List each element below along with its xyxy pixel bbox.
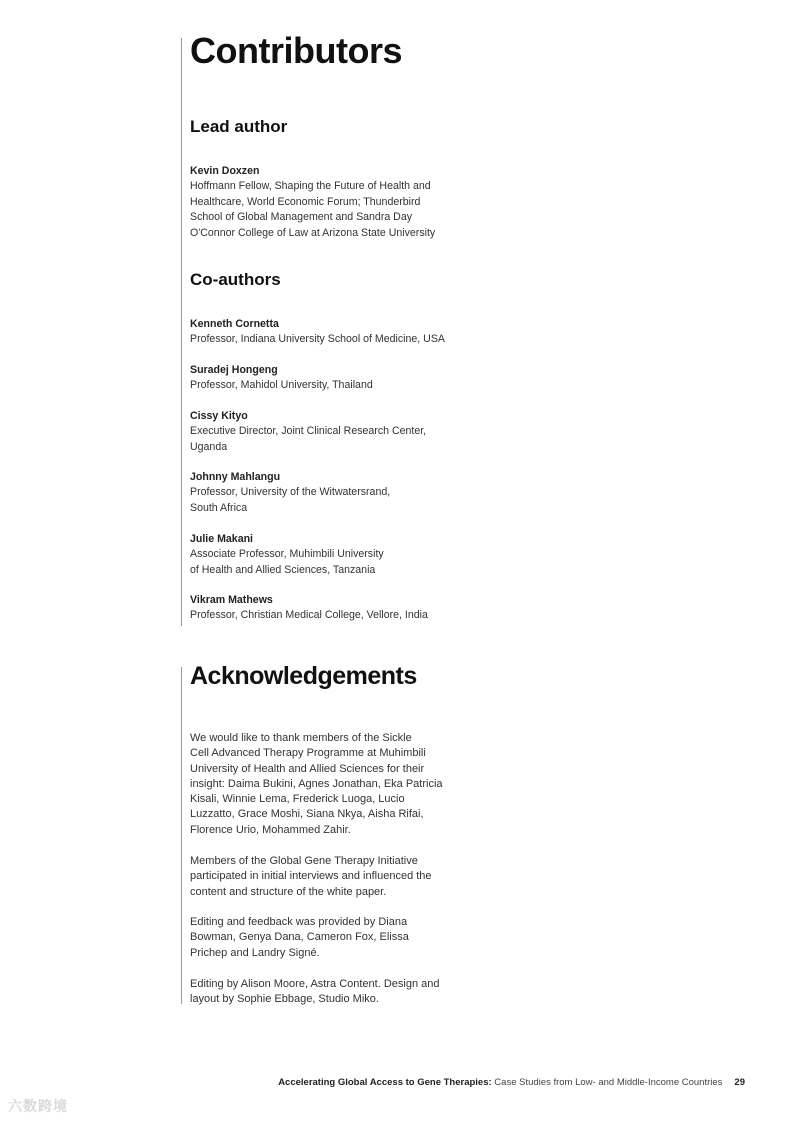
author-affiliation: Executive Director, Joint Clinical Research Center,: [190, 425, 427, 438]
text-line: participated in initial interviews and influenced the: [190, 870, 432, 883]
author-affiliation: O'Connor College of Law at Arizona State University: [190, 226, 436, 239]
co-authors-heading: Co-authors: [190, 270, 281, 289]
watermark-logo: 六数跨境: [8, 1098, 68, 1114]
text-line: Florence Urio, Mohammed Zahir.: [190, 823, 351, 836]
author-affiliation: Healthcare, World Economic Forum; Thunderbird: [190, 195, 421, 208]
author-name: Kenneth Cornetta: [190, 318, 279, 330]
coauthor-entry: [190, 470, 390, 516]
author-name: Vikram Mathews: [190, 594, 273, 606]
coauthor-entry: [190, 317, 445, 348]
text-line: We would like to thank members of the Sickle: [190, 732, 412, 744]
page-number: 29: [734, 1077, 745, 1088]
author-name: Cissy Kityo: [190, 410, 248, 422]
author-affiliation: Associate Professor, Muhimbili University: [190, 548, 384, 561]
author-name: Johnny Mahlangu: [190, 471, 281, 483]
text-line: Bowman, Genya Dana, Cameron Fox, Elissa: [190, 931, 409, 944]
author-affiliation: School of Global Management and Sandra Day: [190, 211, 413, 224]
author-affiliation: of Health and Allied Sciences, Tanzania: [190, 563, 376, 576]
acknowledgement-paragraph: [190, 854, 432, 900]
coauthor-entry: [190, 593, 428, 624]
text-line: Editing by Alison Moore, Astra Content. Design and: [190, 978, 440, 990]
author-affiliation: Professor, Christian Medical College, Vellore, India: [190, 609, 428, 622]
section-rule-acknowledgements: [181, 667, 182, 1004]
page-title: Contributors: [190, 30, 402, 71]
text-line: Members of the Global Gene Therapy Initiative: [190, 855, 418, 867]
lead-author-heading: Lead author: [190, 117, 288, 136]
acknowledgement-paragraph: [190, 915, 409, 961]
author-name: Julie Makani: [190, 533, 253, 545]
coauthor-entry: [190, 532, 384, 578]
author-name: Kevin Doxzen: [190, 165, 260, 177]
text-line: Cell Advanced Therapy Programme at Muhimbili: [190, 747, 426, 760]
coauthor-entry: [190, 363, 373, 394]
author-affiliation: Hoffmann Fellow, Shaping the Future of Health and: [190, 180, 431, 193]
text-line: University of Health and Allied Sciences for their: [190, 762, 425, 775]
text-line: Prichep and Landry Signé.: [190, 946, 320, 959]
author-affiliation: Professor, Mahidol University, Thailand: [190, 379, 373, 392]
acknowledgements-title: Acknowledgements: [190, 662, 417, 690]
author-name: Suradej Hongeng: [190, 364, 278, 376]
page-footer: [278, 1077, 745, 1088]
text-line: content and structure of the white paper.: [190, 885, 387, 898]
acknowledgement-paragraph: [190, 977, 439, 1008]
author-affiliation: Professor, Indiana University School of Medicine, USA: [190, 333, 445, 346]
text-line: insight: Daima Bukini, Agnes Jonathan, Eka Patricia: [190, 777, 443, 790]
author-affiliation: Uganda: [190, 440, 228, 453]
coauthor-entry: [190, 409, 426, 455]
text-line: layout by Sophie Ebbage, Studio Miko.: [190, 993, 379, 1006]
text-line: Kisali, Winnie Lema, Frederick Luoga, Lucio: [190, 793, 405, 806]
text-line: Editing and feedback was provided by Diana: [190, 916, 408, 928]
lead-author-entry: [190, 164, 435, 241]
footer-title-bold: Accelerating Global Access to Gene Therapies:: [278, 1077, 492, 1088]
footer-title-rest: Case Studies from Low- and Middle-Income Countries: [491, 1077, 723, 1088]
text-line: Luzzatto, Grace Moshi, Siana Nkya, Aisha Rifai,: [190, 808, 424, 821]
author-affiliation: Professor, University of the Witwatersrand,: [190, 486, 391, 499]
acknowledgement-paragraph: [190, 731, 443, 838]
author-affiliation: South Africa: [190, 501, 248, 514]
section-rule-contributors: [181, 38, 182, 626]
